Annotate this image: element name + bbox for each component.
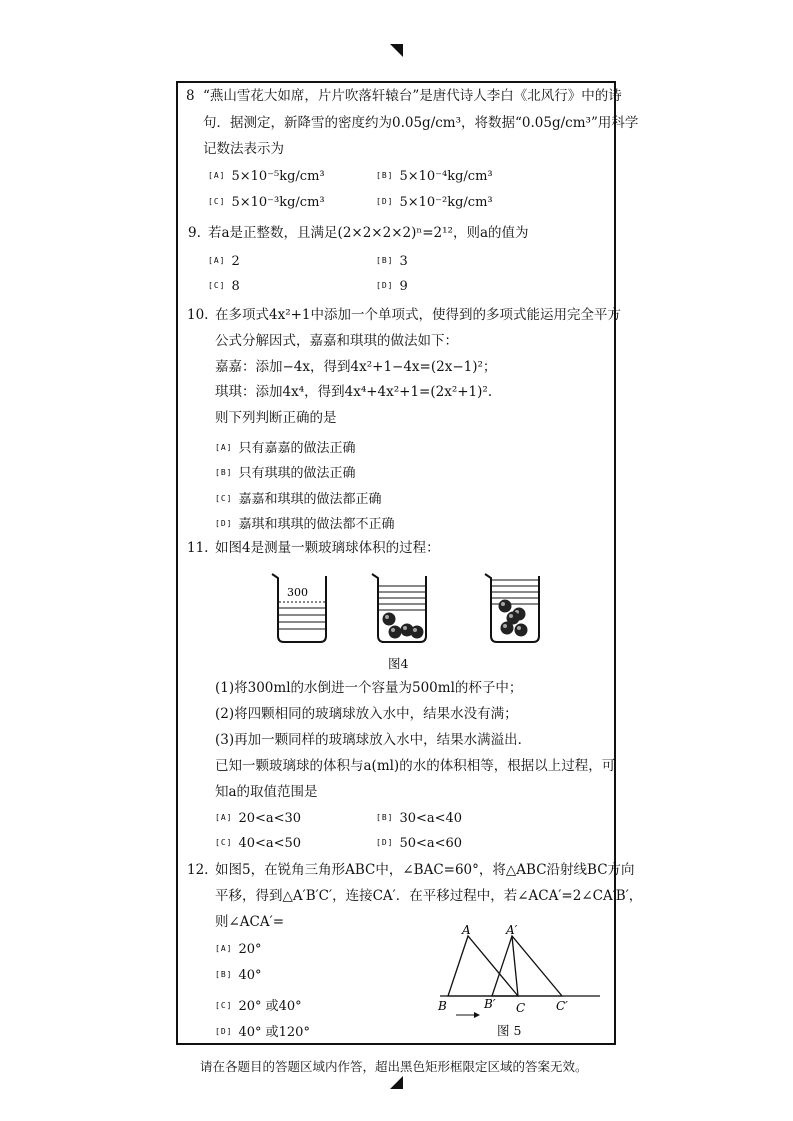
option-label: [C] xyxy=(215,1001,233,1010)
q12-option-d[interactable] xyxy=(215,1021,310,1040)
q9-text: 若a是正整数，且满足(2×2×2×2)ⁿ=2¹²，则a的值为 xyxy=(208,225,529,241)
q12-option-a[interactable] xyxy=(215,942,262,957)
option-text: 5×10⁻⁵kg/cm³ xyxy=(231,169,325,184)
q11-line1: 如图4是测量一颗玻璃球体积的过程： xyxy=(215,540,440,556)
q10-line1: 在多项式4x²+1中添加一个单项式，使得到的多项式能运用完全平方 xyxy=(215,307,622,323)
q8-option-b[interactable] xyxy=(376,169,493,184)
q10-option-d[interactable] xyxy=(215,513,394,532)
option-label: [A] xyxy=(208,256,226,265)
option-label: [B] xyxy=(215,468,233,477)
option-text: 9 xyxy=(399,279,408,294)
beaker-2 xyxy=(372,574,426,642)
beaker-3 xyxy=(485,574,539,642)
option-text: 30<a<40 xyxy=(399,811,463,826)
q8-line3: 记数法表示为 xyxy=(203,141,284,157)
label-a: A xyxy=(462,923,471,937)
option-text: 只有琪琪的做法正确 xyxy=(238,466,356,481)
q11-option-c[interactable] xyxy=(215,836,301,851)
option-text: 5×10⁻²kg/cm³ xyxy=(399,195,493,210)
option-text: 40° 或120° xyxy=(238,1025,310,1040)
option-text: 嘉琪和琪琪的做法都不正确 xyxy=(238,517,395,532)
q12-option-b[interactable] xyxy=(215,968,262,983)
corner-mark-bottom xyxy=(390,1076,403,1089)
q12-line3: 则∠ACA′= xyxy=(215,914,285,930)
option-text: 8 xyxy=(231,279,240,294)
option-label: [D] xyxy=(215,1027,233,1036)
option-text: 40<a<50 xyxy=(238,836,302,851)
corner-mark-top xyxy=(390,44,403,57)
label-b: B xyxy=(438,999,447,1013)
q12-line1: 如图5，在锐角三角形ABC中，∠BAC=60°，将△ABC沿射线BC方向 xyxy=(215,862,635,878)
triangle-a2b2c2 xyxy=(492,936,562,996)
q10-line5: 则下列判断正确的是 xyxy=(215,410,337,426)
q8-option-d[interactable] xyxy=(376,195,493,210)
q11-step1: (1)将300ml的水倒进一个容量为500ml的杯子中； xyxy=(215,680,523,696)
figure-5-triangles xyxy=(430,922,610,1022)
q10-option-a[interactable] xyxy=(215,437,355,456)
option-text: 3 xyxy=(399,254,408,269)
q8-option-c[interactable] xyxy=(208,195,325,210)
option-label: [C] xyxy=(208,281,226,290)
q11-step2: (2)将四颗相同的玻璃球放入水中，结果水没有满； xyxy=(215,706,518,722)
option-text: 5×10⁻⁴kg/cm³ xyxy=(399,169,493,184)
figure-4-beakers xyxy=(265,570,565,650)
q9-option-b[interactable] xyxy=(376,254,408,269)
q11-line3: 知a的取值范围是 xyxy=(215,784,318,800)
footer-notice: 请在各题目的答题区域内作答，超出黑色矩形框限定区域的答案无效。 xyxy=(200,1059,588,1074)
q10-line3: 嘉嘉：添加−4x，得到4x²+1−4x=(2x−1)²； xyxy=(215,359,497,375)
option-text: 40° xyxy=(238,968,262,983)
option-text: 20° 或40° xyxy=(238,999,302,1014)
q8-option-a[interactable] xyxy=(208,169,325,184)
q10-line4: 琪琪：添加4x⁴，得到4x⁴+4x²+1=(2x²+1)². xyxy=(215,384,493,400)
option-label: [C] xyxy=(215,838,233,847)
q8-number: 8 xyxy=(186,88,195,104)
option-label: [A] xyxy=(208,171,226,180)
q11-option-b[interactable] xyxy=(376,811,462,826)
option-text: 只有嘉嘉的做法正确 xyxy=(238,441,356,456)
figure-5-caption: 图 5 xyxy=(497,1023,522,1038)
option-label: [C] xyxy=(208,197,226,206)
option-text: 50<a<60 xyxy=(399,836,463,851)
q12-line2: 平移，得到△A′B′C′，连接CA′．在平移过程中，若∠ACA′=2∠CA′B′， xyxy=(215,888,643,904)
option-text: 嘉嘉和琪琪的做法都正确 xyxy=(238,492,382,507)
q9-option-a[interactable] xyxy=(208,254,240,269)
option-label: [D] xyxy=(215,519,233,528)
option-label: [A] xyxy=(215,813,233,822)
beaker-1 xyxy=(272,574,326,642)
option-label: [D] xyxy=(376,197,394,206)
q10-line2: 公式分解因式，嘉嘉和琪琪的做法如下： xyxy=(215,333,458,349)
q8-line2: 句．据测定，新降雪的密度约为0.05g/cm³，将数据“0.05g/cm³”用科学 xyxy=(203,115,639,131)
q9-option-c[interactable] xyxy=(208,279,240,294)
segment-ca2 xyxy=(512,936,518,996)
q12-option-c[interactable] xyxy=(215,995,302,1014)
option-text: 5×10⁻³kg/cm³ xyxy=(231,195,325,210)
figure-4-caption: 图4 xyxy=(388,656,409,671)
q9-option-d[interactable] xyxy=(376,279,408,294)
option-label: [A] xyxy=(215,944,233,953)
triangle-abc xyxy=(448,936,518,996)
label-c-prime: C′ xyxy=(556,999,568,1013)
option-text: 20<a<30 xyxy=(238,811,302,826)
option-text: 2 xyxy=(231,254,240,269)
q11-option-d[interactable] xyxy=(376,836,462,851)
label-b-prime: B′ xyxy=(484,997,496,1011)
label-a-prime: A′ xyxy=(506,923,518,937)
option-label: [C] xyxy=(215,494,233,503)
option-label: [B] xyxy=(215,970,233,979)
label-c: C xyxy=(516,1001,526,1015)
q12-number: 12. xyxy=(187,862,209,878)
option-label: [B] xyxy=(376,256,394,265)
option-label: [D] xyxy=(376,838,394,847)
option-label: [B] xyxy=(376,171,394,180)
option-text: 20° xyxy=(238,942,262,957)
option-label: [D] xyxy=(376,281,394,290)
q11-step3: (3)再加一颗同样的玻璃球放入水中，结果水满溢出． xyxy=(215,732,532,748)
q10-option-c[interactable] xyxy=(215,488,381,507)
q10-option-b[interactable] xyxy=(215,462,355,481)
q11-line2: 已知一颗玻璃球的体积与a(ml)的水的体积相等，根据以上过程，可 xyxy=(215,758,616,774)
option-label: [A] xyxy=(215,443,233,452)
q10-number: 10. xyxy=(187,307,209,323)
q8-line1: “燕山雪花大如席，片片吹落轩辕台”是唐代诗人李白《北风行》中的诗 xyxy=(203,88,622,104)
option-label: [B] xyxy=(376,813,394,822)
q11-number: 11. xyxy=(187,540,209,556)
q9-number: 9. xyxy=(188,225,201,241)
beaker-label: 300 xyxy=(287,586,308,599)
q11-option-a[interactable] xyxy=(215,811,301,826)
arrow-head xyxy=(474,1012,480,1018)
